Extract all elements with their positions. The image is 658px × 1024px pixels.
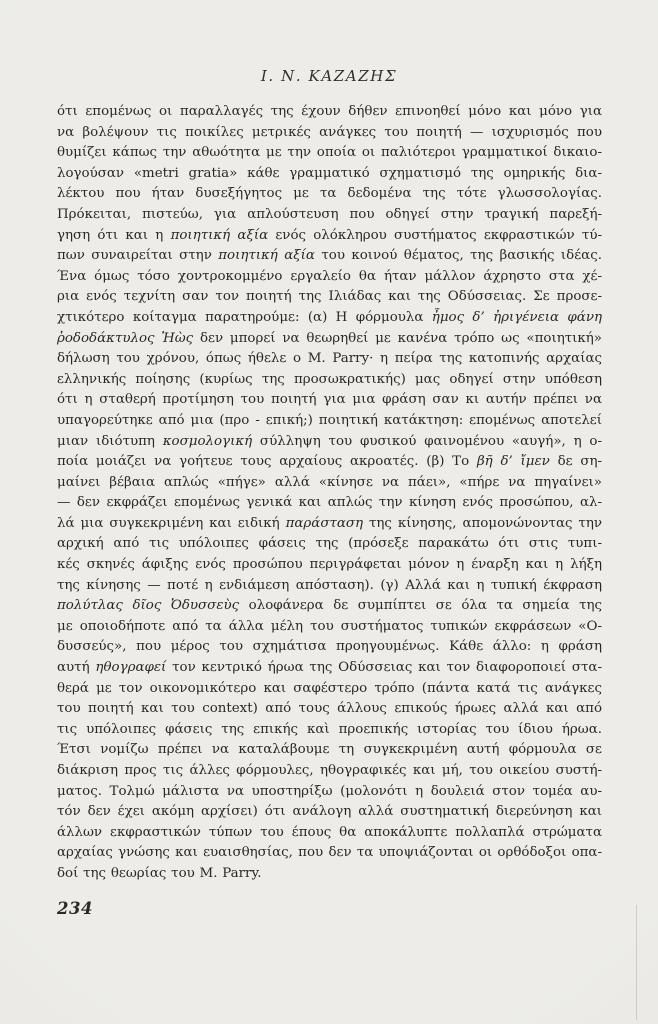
text-line: [57, 473, 602, 494]
text-run: του κοινού θέματος, της βασικής ιδέας.: [314, 248, 602, 264]
text-line: [57, 390, 602, 411]
text-run: του ποιητή και του context) από τους άλλους επικούς ήρωες αλλά και από: [57, 701, 602, 717]
text-line: [57, 658, 602, 679]
text-run: γηση ότι και η: [57, 227, 171, 243]
text-run: με οποιοδήποτε από τα άλλα μέλη του συστήματος τυπικών εκφράσεων «Ο-: [57, 618, 602, 634]
italic-text-run: ἦμος δ’ ἠριγένεια φάνη: [431, 309, 602, 325]
text-run: ματος. Τολμώ μάλιστα να υποστηρίξω (μολονότι η δουλειά στον τομέα αυ-: [57, 783, 602, 799]
text-run: ποία μοιάζει να γοήτευε τους αρχαίους ακροατές. (β) Το: [57, 454, 477, 470]
text-line: [57, 555, 602, 576]
text-run: τόν δεν έχει ακόμη αρχίσει) ότι ανάλογη αλλά συστηματική διερεύνηση και: [57, 804, 602, 820]
text-run: θυμίζει κάπως την αθωότητα με την οποία οι παλιότεροι γραμματικοί δικαιο-: [57, 145, 602, 161]
text-line: [57, 699, 602, 720]
text-run: κές σκηνές άφιξης ενός προσώπου περιγράφεται μόνον η έναρξη και η λήξη: [57, 557, 602, 573]
text-line: [57, 411, 602, 432]
text-run: αρχική από τις υπόλοιπες φάσεις της (πρόσεξε παρακάτω ότι στις τυπι-: [57, 536, 602, 552]
text-run: δήλωση του χρόνου, όπως ήθελε ο M. Parry· η πείρα της κατοπινής αρχαίας: [57, 351, 602, 367]
text-run: υπαγορεύτηκε από μια (προ - επική;) ποιητική κατάκτηση: επομένως αποτελεί: [57, 412, 602, 428]
text-line: [57, 740, 602, 761]
text-line: [57, 452, 602, 473]
text-run: δυσσεύς», που μέρος του σχημάτισα προηγουμένως. Κάθε άλλο: η φράση: [57, 639, 602, 655]
text-run: μιαν ιδιότυπη: [57, 433, 163, 449]
text-run: χτικότερο κοίταγμα παρατηρούμε: (α) Η φόρμουλα: [57, 309, 432, 325]
text-run: ελληνικής ποίησης (κυρίως της προσωκρατικής) μας οδηγεί στην υπόθεση: [57, 371, 602, 387]
text-run: να βολέψουν τις ποικίλες μετρικές ανάγκες του ποιητή — ισχυρισμός που: [57, 124, 602, 140]
text-run: ρια ενός τεχνίτη σαν τον ποιητή της Ιλιάδας και της Οδύσσειας. Σε προσε-: [57, 289, 602, 305]
italic-text-run: πολύτλας δῖος Ὀδυσσεὺς: [57, 598, 240, 614]
text-run: ότι η σταθερή προτίμηση του ποιητή για μια φράση σαν κι αυτήν πρέπει να: [57, 392, 602, 408]
text-run: σύλληψη του φυσικού φαινομένου «αυγή», η ο-: [252, 433, 602, 449]
text-line: [57, 102, 602, 123]
text-line: [57, 761, 602, 782]
page-number: 234: [57, 899, 93, 918]
text-line: [57, 143, 602, 164]
italic-text-run: κοσμολογική: [162, 433, 253, 449]
body-text-block: [57, 102, 602, 885]
italic-text-run: ῥοδοδάκτυλος Ἠὼς: [57, 330, 194, 346]
text-line: [57, 184, 602, 205]
text-line: [57, 843, 602, 864]
text-line: [57, 205, 602, 226]
text-line: [57, 864, 602, 885]
text-run: Έτσι νομίζω πρέπει να καταλάβουμε τη συγκεκριμένη αυτή φόρμουλα σε: [57, 742, 602, 758]
text-line: [57, 329, 602, 350]
text-line: [57, 308, 602, 329]
text-line: [57, 349, 602, 370]
text-run: λέκτου που ήταν δυσεξήγητος με τα δεδομένα της τότε γλωσσολογίας.: [57, 186, 602, 202]
italic-text-run: ηθογραφεί: [95, 660, 167, 676]
text-line: [57, 782, 602, 803]
text-line: [57, 226, 602, 247]
text-line: [57, 534, 602, 555]
text-line: [57, 123, 602, 144]
text-run: δοί της θεωρίας του M. Parry.: [57, 865, 262, 881]
italic-text-run: παράσταση: [285, 515, 364, 531]
text-run: δεν μπορεί να θεωρηθεί με κανένα τρόπο ως «ποιητική»: [193, 330, 602, 346]
text-run: δε ση-: [549, 454, 602, 470]
text-line: [57, 267, 602, 288]
text-line: [57, 287, 602, 308]
text-run: άλλων εκφραστικών τύπων του έπους θα αποκάλυπτε πολλαπλά στρώματα: [57, 824, 602, 840]
text-run: τις υπόλοιπες φάσεις της επικής καὶ προεπικής ιστορίας του ίδιου ήρωα.: [57, 721, 602, 737]
text-line: [57, 823, 602, 844]
italic-text-run: βῆ δ’ ἴμεν: [476, 454, 550, 470]
text-line: [57, 679, 602, 700]
text-line: [57, 164, 602, 185]
text-run: της κίνησης — ποτέ η ενδιάμεση απόσταση). (γ) Αλλά και η τυπική έκφραση: [57, 577, 602, 593]
text-line: [57, 596, 602, 617]
text-run: Ένα όμως τόσο χοντροκομμένο εργαλείο θα ήταν μάλλον άχρηστο στα χέ-: [57, 268, 602, 284]
text-line: [57, 432, 602, 453]
text-run: — δεν εκφράζει επομένως γενικά και απλώς την κίνηση ενός προσώπου, αλ-: [57, 495, 602, 511]
text-line: [57, 493, 602, 514]
text-line: [57, 370, 602, 391]
text-line: [57, 514, 602, 535]
text-line: [57, 617, 602, 638]
text-run: ολοφάνερα δε συμπίπτει σε όλα τα σημεία της: [239, 598, 602, 614]
italic-text-run: ποιητική αξία: [218, 248, 315, 264]
text-line: [57, 802, 602, 823]
scan-artifact-edge-line: [636, 905, 637, 1020]
text-run: τον κεντρικό ήρωα της Οδύσσειας και τον διαφοροποιεί στα-: [166, 660, 602, 676]
text-line: [57, 637, 602, 658]
text-run: Πρόκειται, πιστεύω, για απλούστευση που οδηγεί στην τραγική παρεξή-: [57, 206, 602, 222]
text-run: αυτή: [57, 660, 96, 676]
text-run: διάκριση προς τις άλλες φόρμουλες, ηθογραφικές και μή, του οικείου συστή-: [57, 763, 602, 778]
text-run: πων συναιρείται στην: [57, 248, 219, 264]
text-run: λογούσαν «metri gratia» κάθε γραμματικό σχηματισμό της ομηρικής δια-: [57, 165, 602, 181]
text-run: της κίνησης, απομονώνοντας την: [363, 515, 602, 531]
text-line: [57, 576, 602, 597]
text-line: [57, 246, 602, 267]
text-run: ότι επομένως οι παραλλαγές της έχουν δήθεν επινοηθεί μόνο και μόνο για: [57, 104, 602, 119]
running-head-author: Ι. Ν. ΚΑΖΑΖΗΣ: [260, 67, 398, 85]
text-run: αρχαίας γνώσης και ευαισθησίας, που δεν τα υποψιάζονται οι ορθόδοξοι οπα-: [57, 845, 602, 861]
text-run: ενός ολόκληρου συστήματος εκφραστικών τύ-: [268, 227, 602, 243]
text-run: μαίνει βέβαια απλώς «πήγε» αλλά «κίνησε να πάει», «πήρε να πηγαίνει»: [57, 474, 602, 490]
text-line: [57, 720, 602, 741]
text-run: λά μια συγκεκριμένη και ειδική: [57, 515, 286, 531]
italic-text-run: ποιητική αξία: [170, 227, 269, 243]
text-run: θερά με τον οικονομικότερο και σαφέστερο τρόπο (πάντα κατά τις ανάγκες: [57, 680, 602, 696]
